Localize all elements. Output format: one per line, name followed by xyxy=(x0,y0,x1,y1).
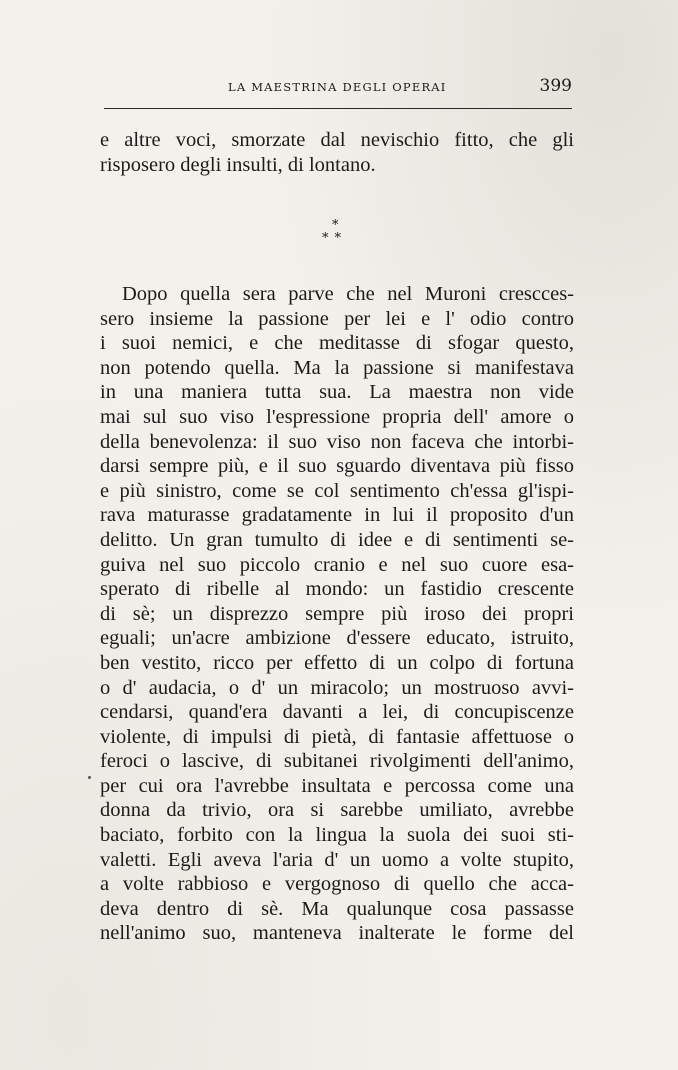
paragraph-continued xyxy=(100,128,574,177)
text-line: non potendo quella. Ma la passione si manifestava xyxy=(100,356,574,379)
text-line: valetti. Egli aveva l'aria d' un uomo a volte stupito, xyxy=(100,848,574,871)
text-line: nell'animo suo, manteneva inalterate le forme del xyxy=(100,922,574,945)
text-line: cendarsi, quand'era davanti a lei, di concupiscenze xyxy=(100,701,574,724)
text-line: e altre voci, smorzate dal nevischio fitto, che gli xyxy=(100,129,574,151)
header-rule xyxy=(104,108,572,109)
text-line: per cui ora l'avrebbe insultata e percossa come una xyxy=(100,774,574,797)
text-line: deva dentro di sè. Ma qualunque cosa passasse xyxy=(100,897,574,920)
text-line: donna da trivio, ora si sarebbe umiliato, avrebbe xyxy=(100,799,574,822)
text-line: feroci o lascive, di subitanei rivolgimenti dell'animo, xyxy=(100,750,574,773)
text-line: risposero degli insulti, di lontano. xyxy=(100,153,376,176)
text-line: delitto. Un gran tumulto di idee e di sentimenti se- xyxy=(100,528,574,551)
text-line: della benevolenza: il suo viso non faceva che intorbi- xyxy=(100,430,574,453)
text-line: sero insieme la passione per lei e l' odio contro xyxy=(100,307,574,330)
text-line: violente, di impulsi di pietà, di fantasie affettuose o xyxy=(100,725,574,748)
text-line: ben vestito, ricco per effetto di un colpo di fortuna xyxy=(100,651,574,674)
text-line: eguali; un'acre ambizione d'essere educato, istruito, xyxy=(100,627,574,650)
text-line: i suoi nemici, e che meditasse di sfogar questo, xyxy=(100,332,574,355)
running-title: LA MAESTRINA DEGLI OPERAI xyxy=(228,80,447,94)
text-line: sperato di ribelle al mondo: un fastidio crescente xyxy=(100,578,574,601)
paragraph-main xyxy=(100,282,574,946)
text-line: Dopo quella sera parve che nel Muroni crescces- xyxy=(122,283,574,305)
text-line: e più sinistro, come se col sentimento ch'essa gl'ispi- xyxy=(100,479,574,502)
asterism-bottom: ** xyxy=(322,231,347,246)
text-line: in una maniera tutta sua. La maestra non vide xyxy=(100,381,574,404)
running-head xyxy=(104,78,574,98)
text-line: guiva nel suo piccolo cranio e nel suo cuore esa- xyxy=(100,553,574,576)
text-line: baciato, forbito con la lingua la suola dei suoi sti- xyxy=(100,824,574,847)
section-break-asterism xyxy=(318,218,358,248)
margin-mark xyxy=(88,776,91,779)
text-line: rava maturasse gradatamente in lui il proposito d'un xyxy=(100,504,574,527)
text-line: o d' audacia, o d' un miracolo; un mostruoso avvi- xyxy=(100,676,574,699)
text-line: darsi sempre più, e il suo sguardo diventava più fisso xyxy=(100,455,574,478)
text-line: di sè; un disprezzo sempre più iroso dei propri xyxy=(100,602,574,625)
page-number: 399 xyxy=(539,76,572,96)
text-line: mai sul suo viso l'espressione propria dell' amore o xyxy=(100,405,574,428)
asterism-top: * xyxy=(332,218,339,233)
text-line: a volte rabbioso e vergognoso di quello che acca- xyxy=(100,873,574,896)
